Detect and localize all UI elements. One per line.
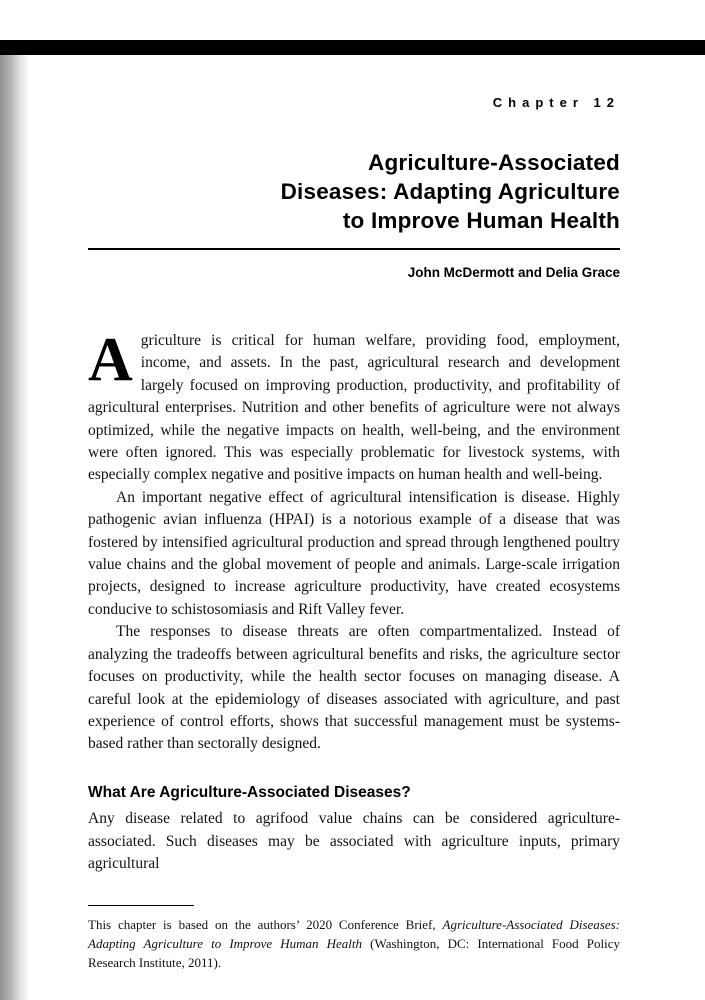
- title-rule: [88, 248, 620, 250]
- footnote-title-italic: Agriculture-Associated Diseases: Adapting Agriculture to Improve Human Health: [88, 917, 620, 952]
- page-title-line-3: to Improve Human Health: [342, 208, 620, 233]
- paragraph-2: An important negative effect of agricultural intensification is disease. Highly pathogenic avian influenza (HPAI) is a notorious example of a disease that was fostered by intensified agricultural production and spread through lengthened poultry value chains and the global movement of people and animals. Large-scale irrigation projects, designed to increase agriculture productivity, have created ecosystems conducive to schistosomiasis and Rift Valley fever.: [88, 488, 620, 618]
- chapter-label: Chapter 12: [492, 95, 620, 110]
- chapter-divider-bar: [0, 40, 705, 55]
- footnote-rule: [88, 905, 194, 906]
- footnote: [88, 915, 620, 972]
- drop-cap: A: [88, 326, 133, 394]
- page-title-line-1: Agriculture-Associated: [368, 150, 620, 175]
- page-content: [88, 95, 620, 972]
- paragraph-4: Any disease related to agrifood value chains can be considered agriculture-associated. Such diseases may be associated with agriculture inputs, primary agricultural: [88, 810, 620, 872]
- footnote-text-pre: This chapter is based on the authors’ 2020 Conference Brief,: [88, 917, 443, 933]
- footnote-text-post: (Washington, DC: International Food Policy Research Institute, 2011).: [88, 936, 620, 971]
- page-title-line-2: Diseases: Adapting Agriculture: [280, 179, 620, 204]
- paragraph-3: The responses to disease threats are often compartmentalized. Instead of analyzing the tradeoffs between agricultural benefits and risks, the agriculture sector focuses on productivity, while the health sector focuses on managing disease. A careful look at the epidemiology of diseases associated with agriculture, and past experience of control efforts, shows that successful management must be systems-based rather than sectorally designed.: [88, 623, 620, 753]
- paragraph-intro: [88, 326, 620, 487]
- page-gutter-shadow: [0, 55, 30, 1000]
- page-title: [88, 148, 620, 235]
- section-heading: What Are Agriculture-Associated Diseases?: [88, 783, 411, 801]
- paragraph-intro-text: griculture is critical for human welfare, providing food, employment, income, and assets. In the past, agricultural research and development largely focused on improving production, productivity, and profitability of agricultural enterprises. Nutrition and other benefits of agriculture were not always optimized, while the negative impacts on health, well-being, and the environment were often ignored. This was especially problematic for livestock systems, with especially complex negative and positive impacts on human health and well-being.: [88, 332, 620, 484]
- authors-byline: John McDermott and Delia Grace: [407, 265, 620, 280]
- article-body: [88, 326, 620, 875]
